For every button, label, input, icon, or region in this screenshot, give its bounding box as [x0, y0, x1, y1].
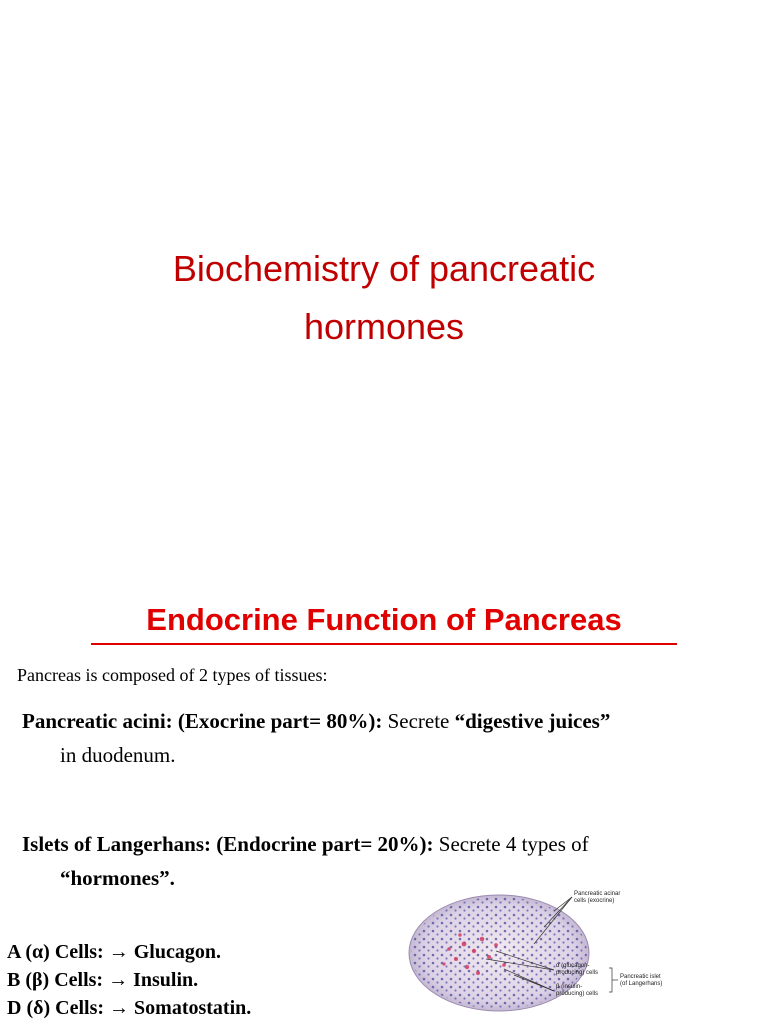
endocrine-paragraph	[22, 827, 722, 895]
slide-title	[0, 240, 768, 356]
islet-label-1: Pancreatic islet	[620, 974, 661, 980]
exocrine-paragraph	[22, 704, 722, 772]
alpha-label-2: producing) cells	[556, 970, 599, 976]
section-heading-text: Endocrine Function of Pancreas	[146, 602, 622, 637]
arrow-icon: →	[109, 997, 130, 1019]
title-line-1: Biochemistry of pancreatic	[172, 248, 596, 289]
acinar-label-2: cells (exocrine)	[574, 898, 615, 904]
islet-label-2: (of Langerhans)	[620, 981, 663, 987]
acinar-label-1: Pancreatic acinar	[574, 891, 621, 897]
exocrine-continuation: in duodenum.	[60, 743, 176, 767]
heading-underline	[91, 643, 677, 645]
pancreas-histology-figure	[404, 889, 704, 1019]
arrow-icon: →	[108, 941, 129, 963]
content-slide	[0, 576, 768, 1024]
exocrine-text: Secrete	[382, 709, 455, 733]
intro-text: Pancreas is composed of 2 types of tissues:	[17, 665, 328, 685]
cell-list	[7, 938, 251, 1022]
beta-label-1: β (insulin-	[556, 984, 583, 990]
endocrine-continuation: “hormones”.	[60, 866, 175, 890]
exocrine-quote: “digestive juices”	[454, 709, 611, 733]
list-item: A (α) Cells: → Glucagon.	[7, 941, 221, 963]
exocrine-label: Pancreatic acini: (Exocrine part= 80%):	[22, 709, 383, 733]
list-item: D (δ) Cells: → Somatostatin.	[7, 997, 252, 1019]
alpha-label-1: α (glucagon-	[556, 963, 590, 969]
arrow-icon: →	[108, 969, 129, 991]
section-heading	[0, 600, 768, 645]
list-item: B (β) Cells: → Insulin.	[7, 969, 199, 991]
endocrine-label: Islets of Langerhans: (Endocrine part= 20%):	[22, 832, 434, 856]
beta-label-2: producing) cells	[556, 991, 599, 997]
endocrine-text: Secrete 4 types of	[433, 832, 589, 856]
title-line-2: hormones	[303, 306, 465, 347]
